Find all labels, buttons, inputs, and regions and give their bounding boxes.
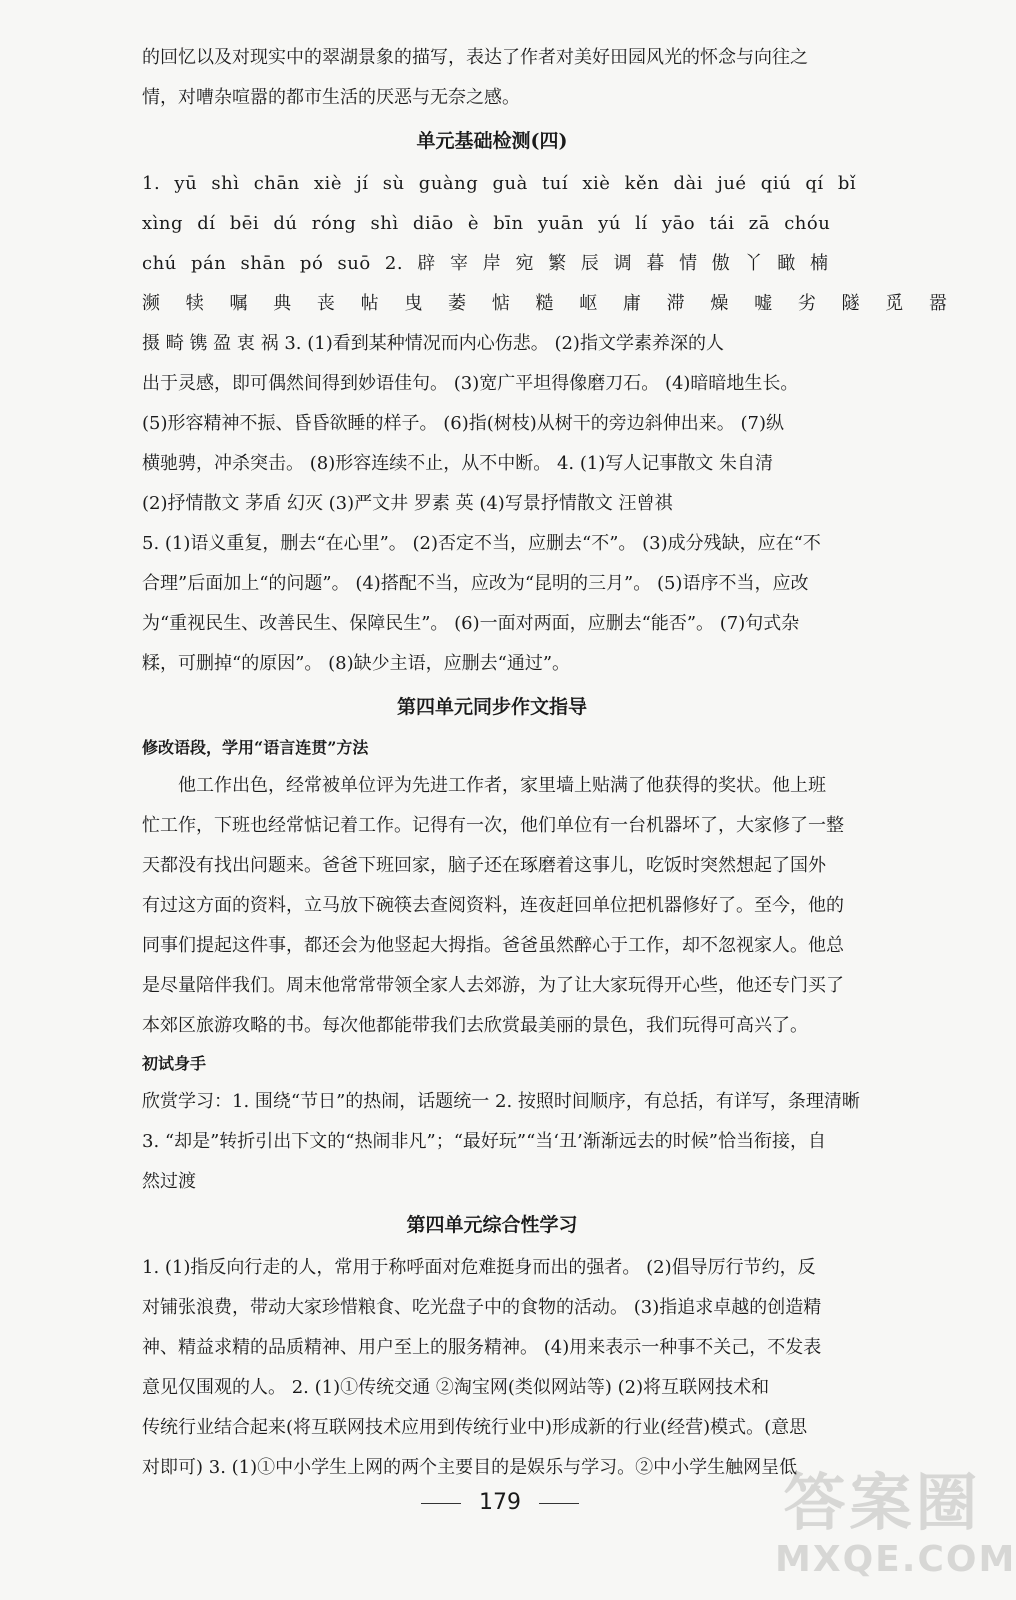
text-line: 欣赏学习：1. 围绕“节日”的热闹，话题统一 2. 按照时间顺序，有总括，有详写，条理清晰 xyxy=(142,1091,860,1112)
paragraph-line: 是尽量陪伴我们。周末他常常带领全家人去郊游，为了让大家玩得开心些，他还专门买了 xyxy=(142,975,844,996)
text-line: 情，对嘈杂喧嚣的都市生活的厌恶与无奈之感。 xyxy=(142,87,520,108)
paragraph-line: 同事们提起这件事，都还会为他竖起大拇指。爸爸虽然醉心于工作，却不忽视家人。他总 xyxy=(142,935,844,956)
subheading-first-try: 初试身手 xyxy=(142,1054,207,1073)
text-line: 意见仅围观的人。 2. (1)①传统交通 ②淘宝网(类似网站等) (2)将互联网技术和 xyxy=(142,1377,770,1398)
text-line: 1. (1)指反向行走的人，常用于称呼面对危难挺身而出的强者。 (2)倡导厉行节约，反 xyxy=(142,1257,816,1278)
text-line: 为“重视民生、改善民生、保障民生”。 (6)一面对两面，应删去“能否”。 (7)句式杂 xyxy=(142,613,800,634)
text-line: (2)抒情散文 茅盾 幻灭 (3)严文井 罗素 英 (4)写景抒情散文 汪曾祺 xyxy=(142,493,673,514)
dash-right xyxy=(539,1503,579,1504)
text-line: 摄 畸 镌 盈 衷 祸 3. (1)看到某种情况而内心伤悲。 (2)指文学素养深的人 xyxy=(142,333,724,354)
watermark-bottom-text: MXQE.COM xyxy=(775,1539,1016,1580)
text-line: 5. (1)语义重复，删去“在心里”。 (2)否定不当，应删去“不”。 (3)成分残缺，应在“不 xyxy=(142,533,821,554)
paragraph-line: 本郊区旅游攻略的书。每次他都能带我们去欣赏最美丽的景色，我们玩得可高兴了。 xyxy=(142,1015,808,1036)
watermark-logo xyxy=(775,1466,1016,1598)
subheading-revise-paragraph: 修改语段，学用“语言连贯”方法 xyxy=(142,738,369,757)
text-line: 濒 犊 嘱 典 丧 帖 曳 萎 惦 糙 岖 庸 滞 燥 嘘 劣 隧 觅 嚣 xyxy=(142,293,957,314)
paragraph-line: 有过这方面的资料，立马放下碗筷去查阅资料，连夜赶回单位把机器修好了。至今，他的 xyxy=(142,895,844,916)
watermark-top-text: 答案圈 xyxy=(783,1466,982,1539)
paragraph-line: 天都没有找出问题来。爸爸下班回家，脑子还在琢磨着这事儿，吃饭时突然想起了国外 xyxy=(142,855,826,876)
text-line: 然过渡 xyxy=(142,1171,196,1192)
text-line: 对即可) 3. (1)①中小学生上网的两个主要目的是娱乐与学习。②中小学生触网呈低 xyxy=(142,1457,798,1478)
paragraph-line: 忙工作，下班也经常惦记着工作。记得有一次，他们单位有一台机器坏了，大家修了一整 xyxy=(142,815,844,836)
text-line: 1. yū shì chān xiè jí sù guàng guà tuí xiè kěn dài jué qiú qí bǐ xyxy=(142,173,857,194)
page-content xyxy=(142,38,957,1488)
dash-left xyxy=(421,1503,461,1504)
text-line: 糅，可删掉“的原因”。 (8)缺少主语，应删去“通过”。 xyxy=(142,653,571,674)
text-line: chú pán shān pó suō 2. 辟 宰 岸 宛 繁 辰 调 暮 情 傲 丫 瞰 楠 xyxy=(142,253,829,274)
text-line: 出于灵感，即可偶然间得到妙语佳句。 (3)宽广平坦得像磨刀石。 (4)暗暗地生长。 xyxy=(142,373,799,394)
section-title-writing-guide: 第四单元同步作文指导 xyxy=(396,696,587,718)
text-line: 横驰骋，冲杀突击。 (8)形容连续不止，从不中断。 4. (1)写人记事散文 朱自清 xyxy=(142,453,774,474)
page-number-text: 179 xyxy=(479,1490,521,1515)
text-line: 对铺张浪费，带动大家珍惜粮食、吃光盘子中的食物的活动。 (3)指追求卓越的创造精 xyxy=(142,1297,822,1318)
paragraph-line: 他工作出色，经常被单位评为先进工作者，家里墙上贴满了他获得的奖状。他上班 xyxy=(178,775,826,796)
text-line: 3. “却是”转折引出下文的“热闹非凡”；“最好玩”“当‘丑’渐渐远去的时候”恰当衔接，自 xyxy=(142,1131,826,1152)
section-title-unit-test: 单元基础检测(四) xyxy=(416,130,568,152)
text-line: xìng dí bēi dú róng shì diāo è bīn yuān yú lí yāo tái zā chóu xyxy=(142,213,831,234)
text-line: (5)形容精神不振、昏昏欲睡的样子。 (6)指(树枝)从树干的旁边斜伸出来。 (7)纵 xyxy=(142,413,784,434)
section-title-comprehensive-study: 第四单元综合性学习 xyxy=(406,1214,578,1236)
text-line: 神、精益求精的品质精神、用户至上的服务精神。 (4)用来表示一种事不关己，不发表 xyxy=(142,1337,822,1358)
text-line: 的回忆以及对现实中的翠湖景象的描写，表达了作者对美好田园风光的怀念与向往之 xyxy=(142,47,808,68)
text-line: 合理”后面加上“的问题”。 (4)搭配不当，应改为“昆明的三月”。 (5)语序不当，应改 xyxy=(142,573,809,594)
text-line: 传统行业结合起来(将互联网技术应用到传统行业中)形成新的行业(经营)模式。(意思 xyxy=(142,1417,808,1438)
